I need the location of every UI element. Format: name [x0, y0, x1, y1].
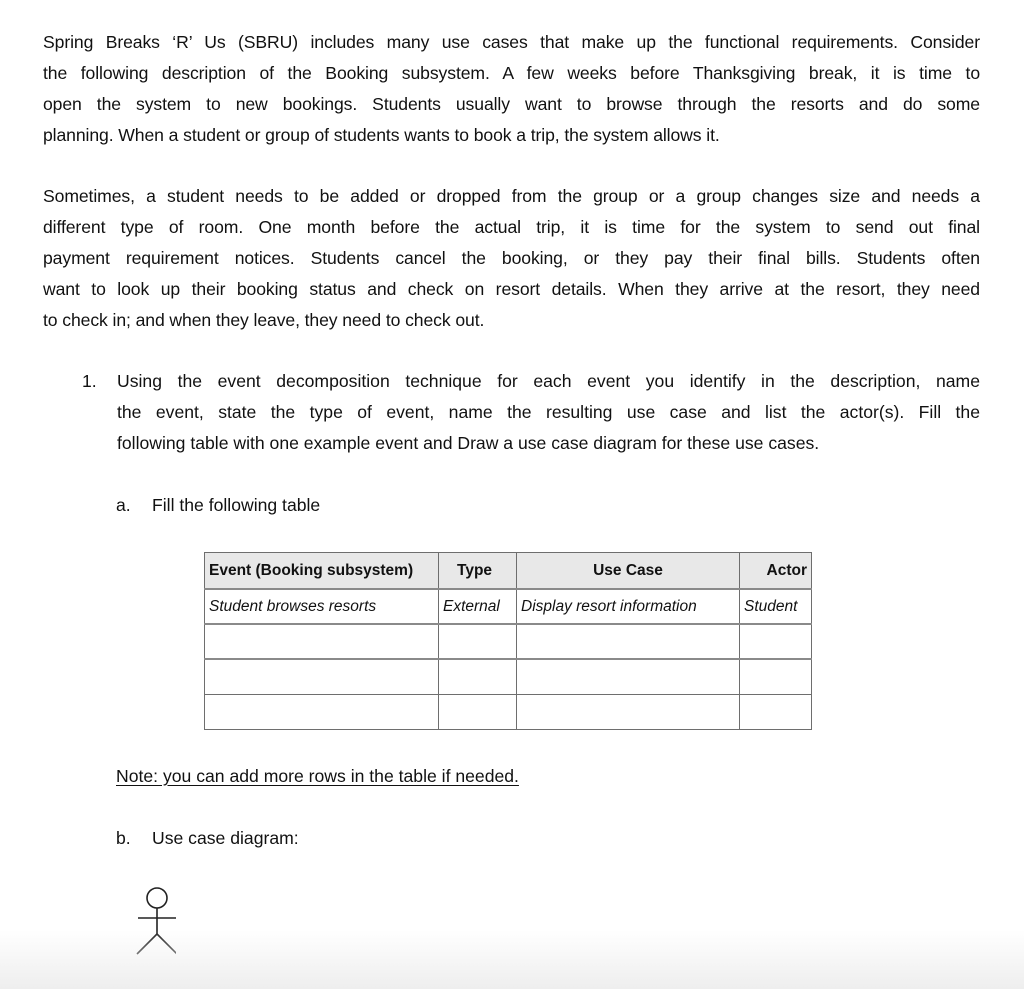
- paragraph-line: Sometimes, a student needs to be added or dropped from the group or a group changes size and needs a: [43, 186, 980, 206]
- cell-actor[interactable]: Student: [740, 589, 812, 624]
- intro-paragraph: [43, 27, 980, 151]
- table-row: [205, 659, 812, 694]
- part-a-text: Fill the following table: [152, 495, 321, 515]
- paragraph-line: planning. When a student or group of students wants to book a trip, the system allows it.: [43, 125, 720, 145]
- part-a-letter: a.: [116, 495, 131, 515]
- part-b-text: Use case diagram:: [152, 828, 299, 848]
- paragraph-line: the following description of the Booking subsystem. A few weeks before Thanksgiving break, it is time to: [43, 63, 980, 83]
- cell-event[interactable]: Student browses resorts: [205, 589, 439, 624]
- cell-type[interactable]: [439, 624, 517, 659]
- event-table: [204, 552, 812, 730]
- paragraph-line: open the system to new bookings. Students usually want to browse through the resorts and do some: [43, 94, 980, 114]
- paragraph-line: payment requirement notices. Students cancel the booking, or they pay their final bills. Students often: [43, 248, 980, 268]
- cell-event[interactable]: [205, 624, 439, 659]
- cell-actor[interactable]: [740, 624, 812, 659]
- cell-use-case[interactable]: Display resort information: [517, 589, 740, 624]
- question-line: following table with one example event and Draw a use case diagram for these use cases.: [117, 433, 820, 453]
- cell-use-case[interactable]: [517, 659, 740, 694]
- table-row: [205, 589, 812, 624]
- cell-type[interactable]: [439, 659, 517, 694]
- cell-actor[interactable]: [740, 694, 812, 729]
- description-paragraph: [43, 181, 980, 336]
- cell-use-case[interactable]: [517, 694, 740, 729]
- paragraph-line: Spring Breaks ‘R’ Us (SBRU) includes many use cases that make up the functional requirements. Consider: [43, 32, 980, 52]
- table-header-row: [205, 553, 812, 590]
- table-note: Note: you can add more rows in the table if needed.: [116, 766, 519, 786]
- header-use-case: Use Case: [517, 553, 740, 590]
- header-type: Type: [439, 553, 517, 590]
- paragraph-line: different type of room. One month before the actual trip, it is time for the system to send out final: [43, 217, 980, 237]
- table-row: [205, 694, 812, 729]
- question-line: the event, state the type of event, name the resulting use case and list the actor(s). Fill the: [117, 402, 980, 422]
- stick-figure-actor-icon[interactable]: [136, 887, 176, 957]
- header-event: Event (Booking subsystem): [205, 553, 439, 590]
- cell-actor[interactable]: [740, 659, 812, 694]
- cell-event[interactable]: [205, 659, 439, 694]
- paragraph-line: want to look up their booking status and check on resort details. When they arrive at the resort, they need: [43, 279, 980, 299]
- question-number: 1.: [82, 371, 97, 391]
- question-line: Using the event decomposition technique for each event you identify in the description, name: [117, 371, 980, 391]
- cell-use-case[interactable]: [517, 624, 740, 659]
- part-b-letter: b.: [116, 828, 131, 848]
- cell-event[interactable]: [205, 694, 439, 729]
- header-actor: Actor: [740, 553, 812, 590]
- table-row: [205, 624, 812, 659]
- cell-type[interactable]: [439, 694, 517, 729]
- cell-type[interactable]: External: [439, 589, 517, 624]
- question-text: [117, 366, 980, 459]
- paragraph-line: to check in; and when they leave, they need to check out.: [43, 310, 485, 330]
